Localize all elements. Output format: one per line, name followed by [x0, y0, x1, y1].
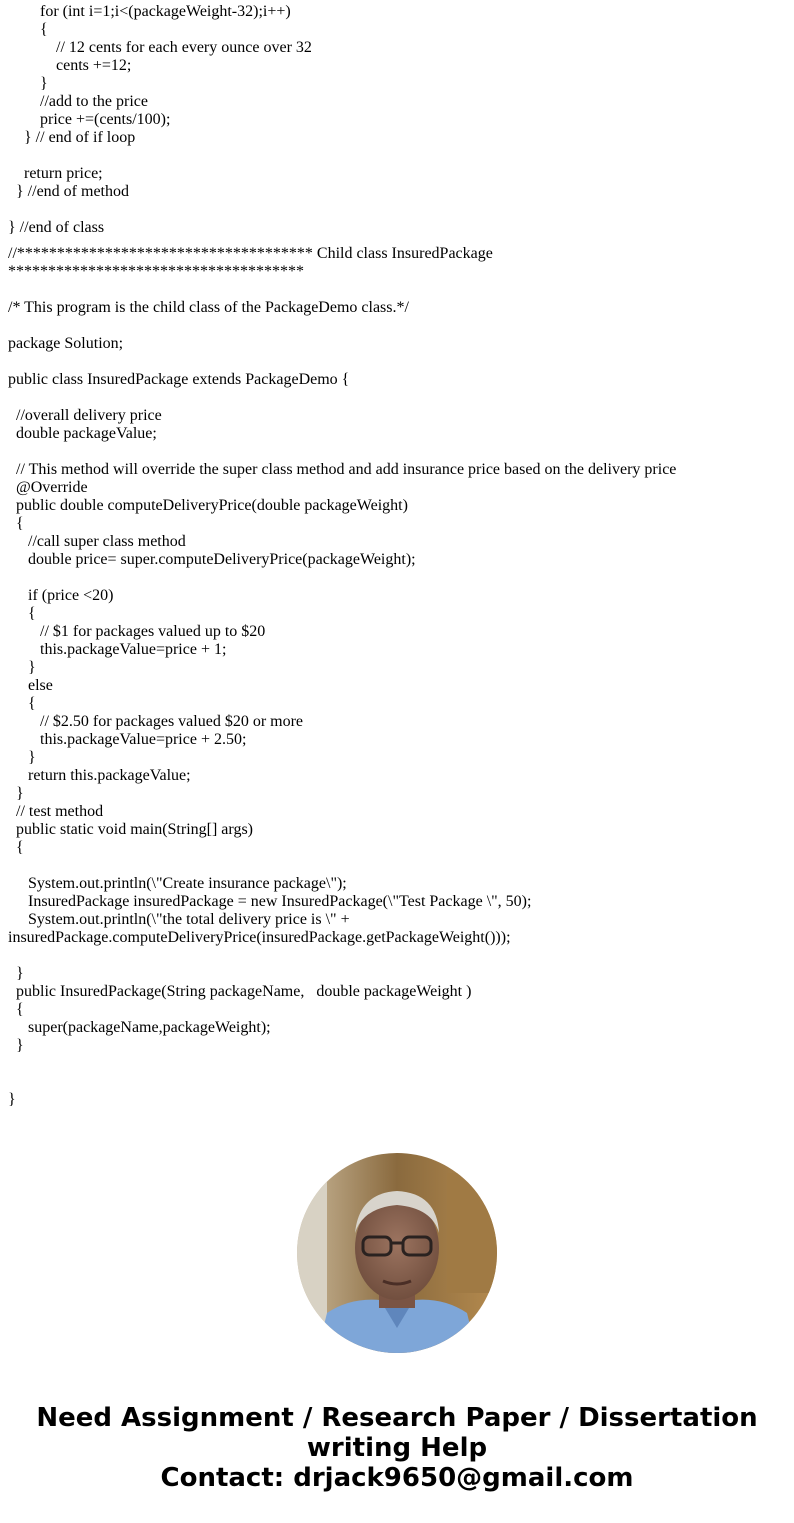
- code-line: this.packageValue=price + 1;: [8, 641, 227, 658]
- code-line: return price;: [8, 165, 103, 182]
- code-block-method-end: [8, 3, 788, 237]
- cta-contact-email: Contact: drjack9650@gmail.com: [160, 1463, 634, 1493]
- cta-line-2: writing Help: [306, 1433, 488, 1463]
- class-comment: /* This program is the child class of the PackageDemo class.*/: [8, 299, 409, 316]
- code-block-class-body: [8, 407, 788, 929]
- code-line: }: [8, 785, 24, 802]
- code-line: [8, 1073, 788, 1091]
- package-declaration: package Solution;: [8, 335, 124, 352]
- code-line: price +=(cents/100);: [8, 111, 171, 128]
- code-line: //call super class method: [8, 533, 186, 550]
- code-line: this.packageValue=price + 2.50;: [8, 731, 247, 748]
- code-line: } //end of class: [8, 219, 105, 236]
- code-line: // 12 cents for each every ounce over 32: [8, 39, 312, 56]
- code-line: //overall delivery price: [8, 407, 162, 424]
- code-line: [8, 201, 788, 219]
- code-line: return this.packageValue;: [8, 767, 191, 784]
- code-line: for (int i=1;i<(packageWeight-32);i++): [8, 3, 291, 20]
- code-line: {: [8, 1001, 24, 1018]
- code-line: }: [8, 659, 36, 676]
- code-line: else: [8, 677, 53, 694]
- code-line: {: [8, 695, 36, 712]
- code-line: [8, 443, 788, 461]
- code-line: super(packageName,packageWeight);: [8, 1019, 271, 1036]
- author-avatar: [297, 1153, 497, 1353]
- separator-comment: //************************************* Child class InsuredPackage *************************************: [8, 245, 497, 280]
- cta-line-1: Need Assignment / Research Paper / Dissertation: [36, 1403, 758, 1433]
- code-line: public InsuredPackage(String packageName, double packageWeight ): [8, 983, 472, 1000]
- contact-banner: [0, 1403, 794, 1493]
- code-line: public double computeDeliveryPrice(double packageWeight): [8, 497, 408, 514]
- code-line: {: [8, 515, 24, 532]
- code-line: }: [8, 1037, 24, 1054]
- code-line: }: [8, 75, 48, 92]
- code-line: cents +=12;: [8, 57, 132, 74]
- code-listing: [8, 3, 788, 1109]
- code-line: }: [8, 749, 36, 766]
- code-line: {: [8, 839, 24, 856]
- code-line: // $1 for packages valued up to $20: [8, 623, 266, 640]
- code-line: [8, 1055, 788, 1073]
- author-photo: [297, 1153, 497, 1353]
- code-line: // $2.50 for packages valued $20 or more: [8, 713, 304, 730]
- code-line: {: [8, 21, 48, 38]
- code-line: InsuredPackage insuredPackage = new InsuredPackage(\"Test Package \", 50);: [8, 893, 532, 910]
- code-line-wrapped: insuredPackage.computeDeliveryPrice(insuredPackage.getPackageWeight()));: [8, 929, 511, 946]
- code-line: @Override: [8, 479, 88, 496]
- code-line: } //end of method: [8, 183, 129, 200]
- code-line: if (price <20): [8, 587, 114, 604]
- class-declaration: public class InsuredPackage extends PackageDemo {: [8, 371, 350, 388]
- code-line: } // end of if loop: [8, 129, 136, 146]
- code-block-constructor: [8, 947, 788, 1109]
- code-line: // This method will override the super class method and add insurance price based on the delivery price: [8, 461, 677, 478]
- code-line: }: [8, 1091, 16, 1108]
- code-line: // test method: [8, 803, 104, 820]
- code-line: public static void main(String[] args): [8, 821, 253, 838]
- code-line: {: [8, 605, 36, 622]
- code-line: //add to the price: [8, 93, 148, 110]
- code-line: [8, 857, 788, 875]
- code-line: [8, 569, 788, 587]
- code-line: System.out.println(\"the total delivery price is \" +: [8, 911, 350, 928]
- code-line: }: [8, 965, 24, 982]
- code-line: [8, 147, 788, 165]
- code-line: double price= super.computeDeliveryPrice(packageWeight);: [8, 551, 416, 568]
- code-line: double packageValue;: [8, 425, 157, 442]
- code-line: System.out.println(\"Create insurance package\");: [8, 875, 347, 892]
- code-line: [8, 947, 788, 965]
